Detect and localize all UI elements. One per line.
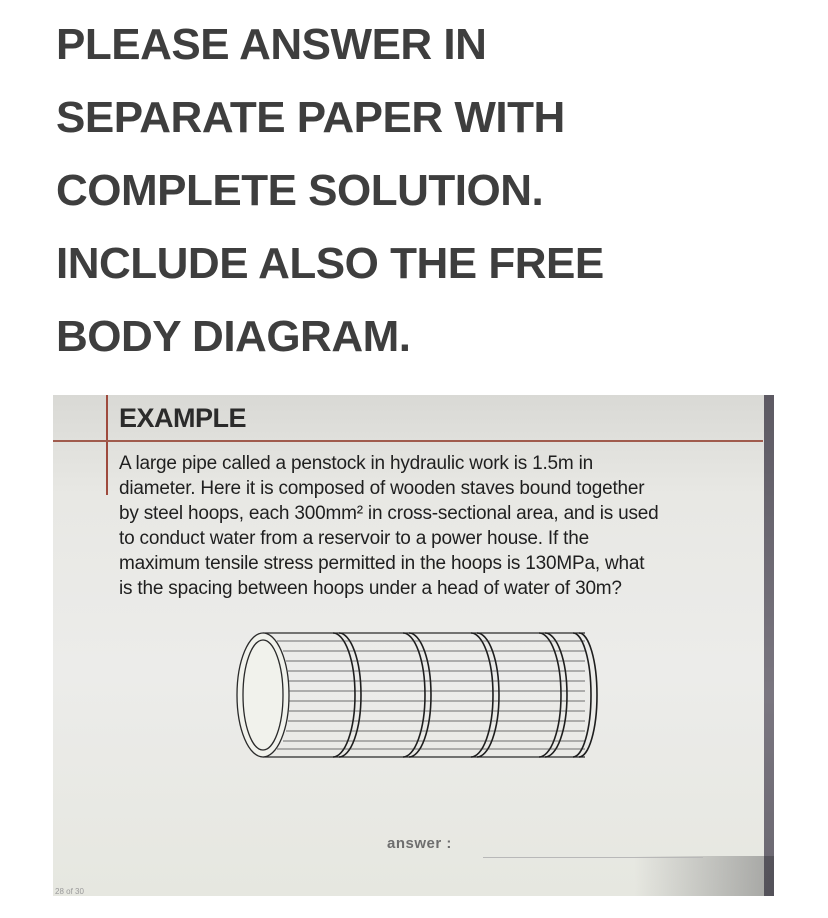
steel-hoop [409, 633, 431, 757]
example-title: EXAMPLE [119, 403, 247, 433]
pipe-far-end [573, 633, 591, 757]
problem-line: is the spacing between hoops under a head of water of 30m? [119, 578, 622, 599]
problem-line: to conduct water from a reservoir to a power house. If the [119, 528, 589, 549]
steel-hoop [333, 633, 355, 757]
problem-line: by steel hoops, each 300mm² in cross-sectional area, and is used [119, 503, 659, 524]
photo-shadow [634, 856, 774, 896]
steel-hoop [545, 633, 567, 757]
instructions-line: PLEASE ANSWER IN [56, 20, 487, 69]
answer-label: answer : [387, 835, 452, 852]
answer-blank-line [483, 857, 703, 858]
instructions-line: SEPARATE PAPER WITH [56, 93, 565, 142]
problem-photo [53, 395, 774, 896]
problem-statement [119, 451, 743, 601]
instructions-line: BODY DIAGRAM. [56, 312, 411, 361]
problem-line: maximum tensile stress permitted in the hoops is 130MPa, what [119, 553, 645, 574]
problem-line: diameter. Here it is composed of wooden staves bound together [119, 478, 645, 499]
penstock-pipe-drawing [233, 627, 613, 767]
problem-line: A large pipe called a penstock in hydraulic work is 1.5m in [119, 453, 594, 474]
margin-rule-horizontal [53, 440, 763, 442]
instructions-line: INCLUDE ALSO THE FREE [56, 239, 604, 288]
instructions-line: COMPLETE SOLUTION. [56, 166, 544, 215]
pipe-end-outer [237, 633, 289, 757]
pipe-far-end [579, 633, 597, 757]
steel-hoop [477, 633, 499, 757]
page-number: 28 of 30 [55, 887, 84, 896]
instructions-heading [56, 8, 796, 373]
margin-rule-vertical [106, 395, 108, 495]
screen-edge [764, 395, 774, 896]
steel-hoop [403, 633, 425, 757]
steel-hoop [539, 633, 561, 757]
steel-hoop [471, 633, 493, 757]
steel-hoop [339, 633, 361, 757]
